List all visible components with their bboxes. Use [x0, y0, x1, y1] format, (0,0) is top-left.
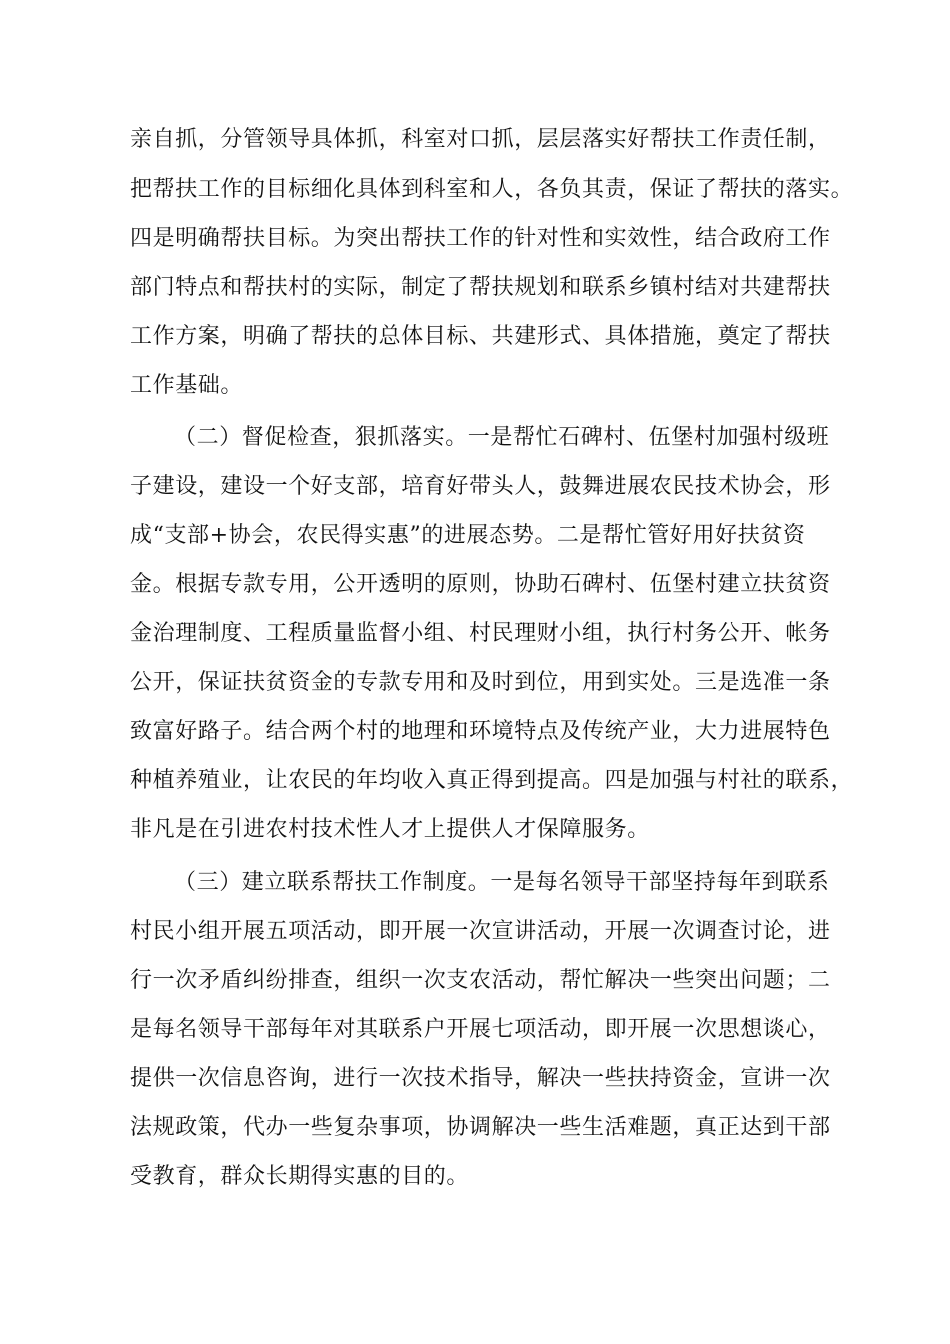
text-line: 金。根据专款专用，公开透明的原则，协助石碑村、伍堡村建立扶贫资 [130, 572, 831, 597]
text-line: 工作基础。 [130, 373, 244, 398]
text-line: 受教育，群众长期得实惠的目的。 [130, 1164, 470, 1189]
text-line: 把帮扶工作的目标细化具体到科室和人，各负其责，保证了帮扶的落实。 [130, 177, 854, 202]
text-line: 是每名领导干部每年对其联系户开展七项活动，即开展一次思想谈心， [130, 1017, 831, 1042]
text-line: （二）督促检查，狠抓落实。一是帮忙石碑村、伍堡村加强村级班 [174, 425, 830, 450]
text-line: 金治理制度、工程质量监督小组、村民理财小组，执行村务公开、帐务 [130, 621, 831, 646]
text-line: 非凡是在引进农村技术性人才上提供人才保障服务。 [130, 817, 650, 842]
text-line: 法规政策，代办一些复杂事项，协调解决一些生活难题，真正达到干部 [130, 1115, 831, 1140]
text-line: 提供一次信息咨询，进行一次技术指导，解决一些扶持资金，宣讲一次 [130, 1066, 831, 1091]
text-line: 公开，保证扶贫资金的专款专用和及时到位，用到实处。三是选准一条 [130, 670, 831, 695]
text-line: 致富好路子。结合两个村的地理和环境特点及传统产业，大力进展特色 [130, 719, 831, 744]
text-line: 亲自抓，分管领导具体抓，科室对口抓，层层落实好帮扶工作责任制， [130, 127, 831, 152]
text-line: 部门特点和帮扶村的实际，制定了帮扶规划和联系乡镇村结对共建帮扶 [130, 275, 831, 300]
text-line: 工作方案，明确了帮扶的总体目标、共建形式、具体措施，奠定了帮扶 [130, 324, 831, 349]
text-line: （三）建立联系帮扶工作制度。一是每名领导干部坚持每年到联系 [174, 870, 830, 895]
text-line: 村民小组开展五项活动，即开展一次宣讲活动，开展一次调查讨论，进 [130, 919, 831, 944]
text-line: 行一次矛盾纠纷排查，组织一次支农活动，帮忙解决一些突出问题；二 [130, 968, 831, 993]
text-line: 四是明确帮扶目标。为突出帮扶工作的针对性和实效性，结合政府工作 [130, 226, 831, 251]
text-line: 子建设，建设一个好支部，培育好带头人，鼓舞进展农民技术协会，形 [130, 474, 831, 499]
text-line: 种植养殖业，让农民的年均收入真正得到提高。四是加强与村社的联系， [130, 768, 854, 793]
text-line: 成“支部+协会，农民得实惠”的进展态势。二是帮忙管好用好扶贫资 [130, 523, 806, 548]
